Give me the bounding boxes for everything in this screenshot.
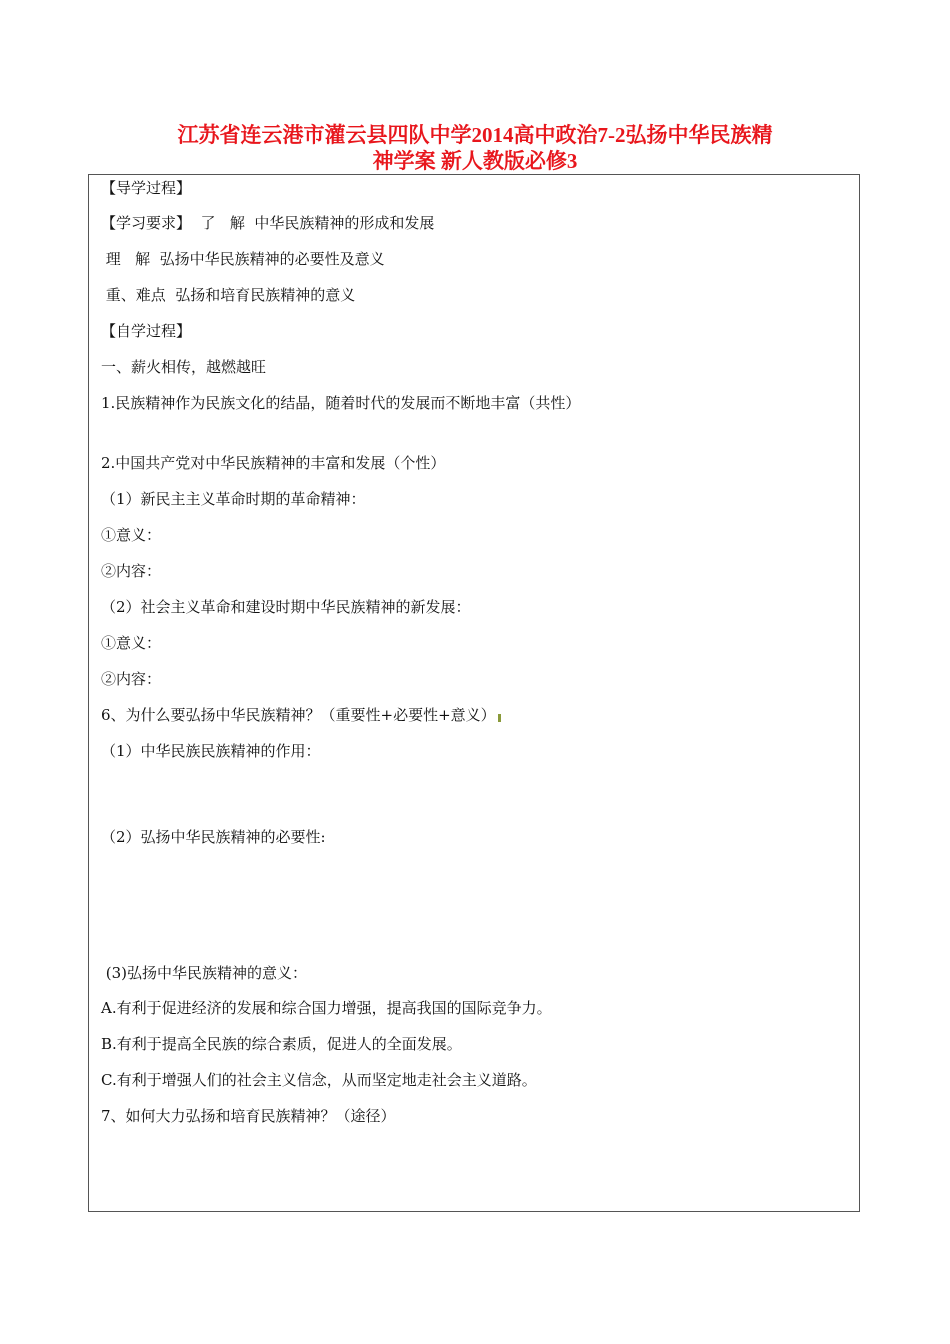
question-6-text: 6、为什么要弘扬中华民族精神？（重要性+必要性+意义） xyxy=(101,706,496,724)
section-1-item-2: 2.中国共产党对中华民族精神的丰富和发展（个性） xyxy=(101,454,446,472)
marker-dot xyxy=(498,714,501,722)
question-6-part-1: （1）中华民族民族精神的作用： xyxy=(101,742,321,760)
section-1-item-1: 1.民族精神作为民族文化的结晶，随着时代的发展而不断地丰富（共性） xyxy=(101,394,581,412)
question-6-part-3-b: B.有利于提高全民族的综合素质，促进人的全面发展。 xyxy=(101,1035,462,1053)
question-6-part-3-c: C.有利于增强人们的社会主义信念，从而坚定地走社会主义道路。 xyxy=(101,1071,537,1089)
question-6-part-2: （2）弘扬中华民族精神的必要性: xyxy=(101,828,326,846)
subsection-1-meaning: ①意义： xyxy=(101,526,162,544)
subsection-2-meaning: ①意义： xyxy=(101,634,162,652)
subsection-1-content: ②内容： xyxy=(101,562,162,580)
learning-requirement-understand: 【学习要求】 了 解 中华民族精神的形成和发展 xyxy=(101,214,435,232)
question-6-part-3-a: A.有利于促进经济的发展和综合国力增强，提高我国的国际竞争力。 xyxy=(101,999,552,1017)
learning-requirement-comprehend: 理 解 弘扬中华民族精神的必要性及意义 xyxy=(101,250,385,268)
subsection-1: （1）新民主主义革命时期的革命精神： xyxy=(101,490,366,508)
learning-requirement-key-points: 重、难点 弘扬和培育民族精神的意义 xyxy=(101,286,356,304)
document-title-line-2: 神学案 新人教版必修3 xyxy=(372,149,578,173)
section-heading-guide-process: 【导学过程】 xyxy=(101,179,192,197)
section-1-title: 一、薪火相传，越燃越旺 xyxy=(101,358,267,376)
section-heading-self-study: 【自学过程】 xyxy=(101,322,192,340)
question-6-part-3: (3)弘扬中华民族精神的意义： xyxy=(101,964,308,982)
question-7: 7、如何大力弘扬和培育民族精神？（途径） xyxy=(101,1107,396,1125)
document-title-line-1: 江苏省连云港市灌云县四队中学2014高中政治7-2弘扬中华民族精 xyxy=(177,123,773,147)
subsection-2-content: ②内容： xyxy=(101,670,162,688)
question-6 xyxy=(101,705,501,725)
subsection-2: （2）社会主义革命和建设时期中华民族精神的新发展： xyxy=(101,598,471,616)
content-frame xyxy=(88,174,860,1212)
